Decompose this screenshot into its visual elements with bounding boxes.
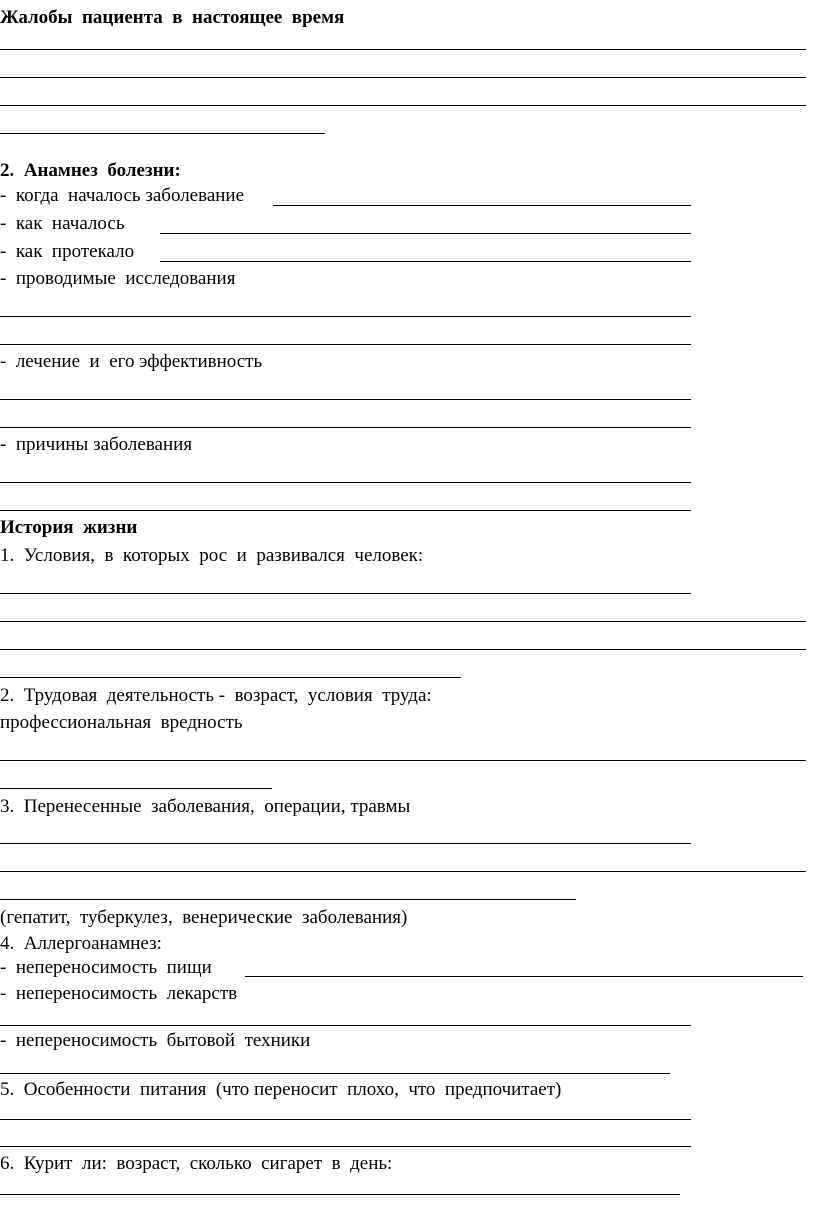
conditions-line-1[interactable] (0, 593, 691, 594)
nutrition-line-2[interactable] (0, 1146, 691, 1147)
life-history-heading: История жизни (0, 517, 138, 538)
work-label: 2. Трудовая деятельность - возраст, условия труда: (0, 685, 432, 706)
occupational-hazard-label: профессиональная вредность (0, 712, 243, 733)
past-diseases-line-2[interactable] (0, 871, 806, 872)
household-intolerance-label: - непереносимость бытовой техники (0, 1030, 311, 1051)
causes-line-1[interactable] (0, 482, 691, 483)
examinations-label: - проводимые исследования (0, 268, 236, 289)
onset-label: - когда началось заболевание (0, 185, 245, 206)
how-started-line[interactable] (160, 233, 691, 234)
course-label: - как протекало (0, 241, 135, 262)
examinations-line-2[interactable] (0, 344, 691, 345)
past-diseases-label: 3. Перенесенные заболевания, операции, травмы (0, 796, 411, 817)
treatment-line-1[interactable] (0, 399, 691, 400)
nutrition-label: 5. Особенности питания (что переносит плохо, что предпочитает) (0, 1079, 562, 1100)
complaints-line-3[interactable] (0, 105, 806, 106)
anamnesis-heading: 2. Анамнез болезни: (0, 160, 181, 181)
conditions-line-3[interactable] (0, 649, 806, 650)
treatment-label: - лечение и его эффективность (0, 351, 263, 372)
causes-label: - причины заболевания (0, 434, 193, 455)
examinations-line-1[interactable] (0, 316, 691, 317)
smoking-line[interactable] (0, 1194, 680, 1195)
smoking-label: 6. Курит ли: возраст, сколько сигарет в день: (0, 1153, 393, 1174)
nutrition-line-1[interactable] (0, 1119, 691, 1120)
conditions-label: 1. Условия, в которых рос и развивался человек: (0, 545, 424, 566)
causes-line-2[interactable] (0, 510, 691, 511)
treatment-line-2[interactable] (0, 427, 691, 428)
work-line-2[interactable] (0, 788, 272, 789)
conditions-line-4[interactable] (0, 677, 461, 678)
past-diseases-line-1[interactable] (0, 843, 691, 844)
complaints-heading: Жалобы пациента в настоящее время (0, 7, 345, 28)
drug-intolerance-label: - непереносимость лекарств (0, 983, 238, 1004)
course-line[interactable] (160, 261, 691, 262)
past-diseases-note: (гепатит, туберкулез, венерические заболевания) (0, 907, 408, 928)
food-intolerance-label: - непереносимость пищи (0, 957, 212, 978)
work-line-1[interactable] (0, 760, 806, 761)
onset-line[interactable] (273, 205, 691, 206)
complaints-line-1[interactable] (0, 49, 806, 50)
how-started-label: - как началось (0, 213, 125, 234)
complaints-line-2[interactable] (0, 77, 806, 78)
food-intolerance-line[interactable] (245, 976, 803, 977)
conditions-line-2[interactable] (0, 621, 806, 622)
drug-intolerance-line[interactable] (0, 1025, 691, 1026)
household-intolerance-line[interactable] (0, 1073, 670, 1074)
complaints-line-4[interactable] (0, 133, 325, 134)
allergy-heading: 4. Аллергоанамнез: (0, 933, 162, 954)
past-diseases-line-3[interactable] (0, 899, 576, 900)
